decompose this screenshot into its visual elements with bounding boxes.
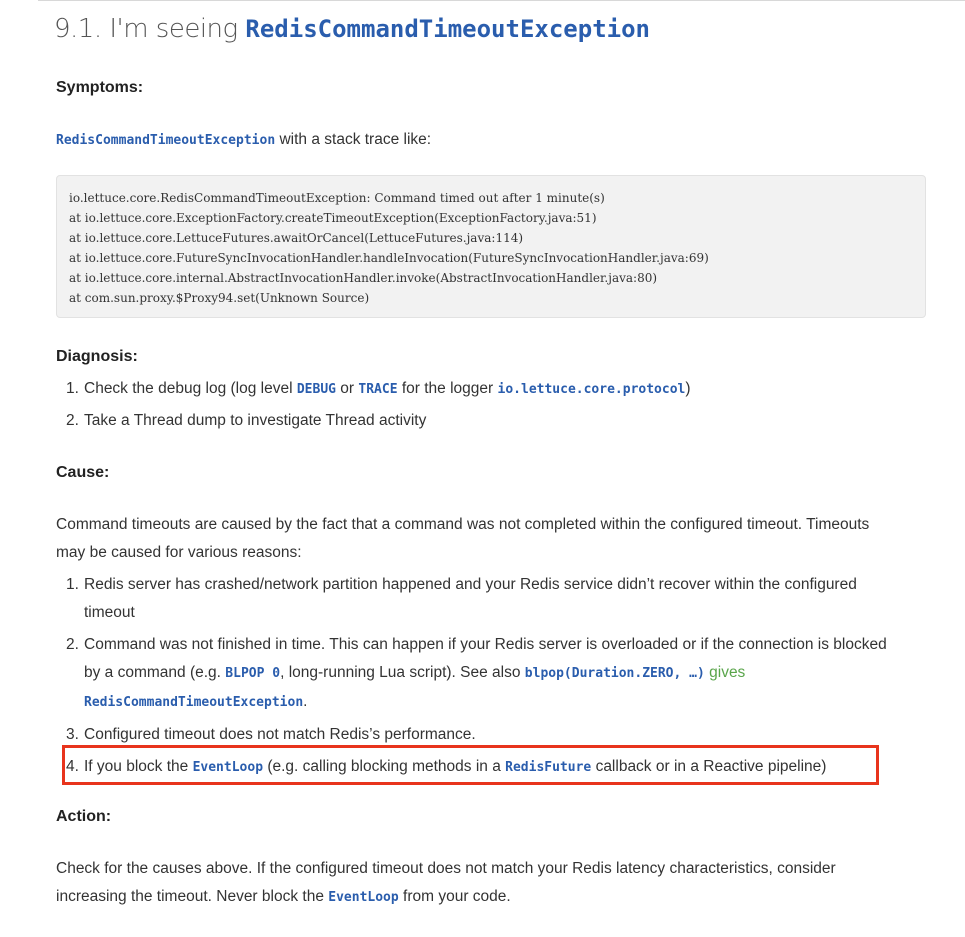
item-line [84,688,887,717]
symptoms-exception-code: RedisCommandTimeoutException [56,133,276,148]
cause-label: Cause: [56,464,110,481]
diagnosis-label: Diagnosis: [56,348,138,365]
item-text: ) [685,380,691,397]
list-number: 3. [66,726,79,743]
exception-code: RedisCommandTimeoutException [84,695,304,710]
item-text: Command was not finished in time. This can happen if your Redis server is overloaded or if the connection is blocked [84,636,887,653]
list-number: 2. [66,412,79,429]
list-number: 1. [66,380,79,397]
item-text: from your code. [403,888,511,905]
list-number: 2. [66,636,79,653]
stack-trace-line: at io.lettuce.core.LettuceFutures.awaitOrCancel(LettuceFutures.java:114) [69,231,524,245]
section-heading [54,14,650,44]
eventloop-code: EventLoop [328,890,399,905]
item-text: (e.g. calling blocking methods in a [267,758,501,775]
item-text: If you block the [84,758,189,775]
debug-code: DEBUG [296,382,336,397]
eventloop-code: EventLoop [192,760,264,775]
action-text [56,855,836,912]
item-text: timeout [84,604,135,621]
symptoms-intro [56,126,431,155]
item-text: Configured timeout does not match Redis’s performance. [84,726,476,743]
symptoms-intro-text: with a stack trace like: [279,131,432,148]
cause-intro-line: may be caused for various reasons: [56,544,302,561]
item-text: for the logger [401,380,494,397]
item-text: . [303,693,308,710]
list-item [56,631,887,717]
heading-code: RedisCommandTimeoutException [245,15,650,43]
trace-code: TRACE [358,382,398,397]
symptoms-label: Symptoms: [56,79,144,96]
heading-number: 9.1. [54,14,102,44]
gives-link[interactable]: gives [709,664,746,681]
highlight-box [62,745,879,785]
cause-intro [56,511,869,567]
item-text: Take a Thread dump to investigate Thread activity [84,412,427,429]
top-divider [38,0,965,1]
diagnosis-list [56,375,691,435]
action-line [56,883,836,912]
item-text: Check the debug log (log level [84,380,293,397]
list-item [56,375,691,404]
list-number: 4. [66,758,79,775]
redisfuture-code: RedisFuture [505,760,592,775]
item-text: callback or in a Reactive pipeline) [595,758,827,775]
stack-trace-line: at io.lettuce.core.internal.AbstractInvocationHandler.invoke(AbstractInvocationHandler.java:80) [69,271,658,285]
list-item [56,407,691,435]
list-number: 1. [66,576,79,593]
blpop-duration-code[interactable]: blpop(Duration.ZERO, …) [524,666,705,681]
list-item [56,571,887,627]
item-text: increasing the timeout. Never block the [56,888,324,905]
item-text: Redis server has crashed/network partition happened and your Redis service didn’t recover within the configured [84,576,857,593]
stack-trace-block [56,175,926,318]
item-text: by a command (e.g. [84,664,221,681]
item-line [84,659,887,688]
stack-trace-line: at io.lettuce.core.FutureSyncInvocationHandler.handleInvocation(FutureSyncInvocationHandler.java:69) [69,251,709,265]
action-line: Check for the causes above. If the configured timeout does not match your Redis latency characteristics, consider [56,860,836,877]
cause-intro-line: Command timeouts are caused by the fact that a command was not completed within the configured timeout. Timeouts [56,516,870,533]
stack-trace-line: at io.lettuce.core.ExceptionFactory.createTimeoutException(ExceptionFactory.java:51) [69,211,597,225]
stack-trace-line: at com.sun.proxy.$Proxy94.set(Unknown Source) [69,291,370,305]
heading-text: I'm seeing [109,14,238,44]
blpop-code: BLPOP 0 [225,666,281,681]
logger-code: io.lettuce.core.protocol [497,382,686,397]
stack-trace-line: io.lettuce.core.RedisCommandTimeoutException: Command timed out after 1 minute(s) [69,191,605,205]
item-text: , long-running Lua script). See also [280,664,521,681]
action-label: Action: [56,808,112,825]
item-text: or [340,380,355,397]
